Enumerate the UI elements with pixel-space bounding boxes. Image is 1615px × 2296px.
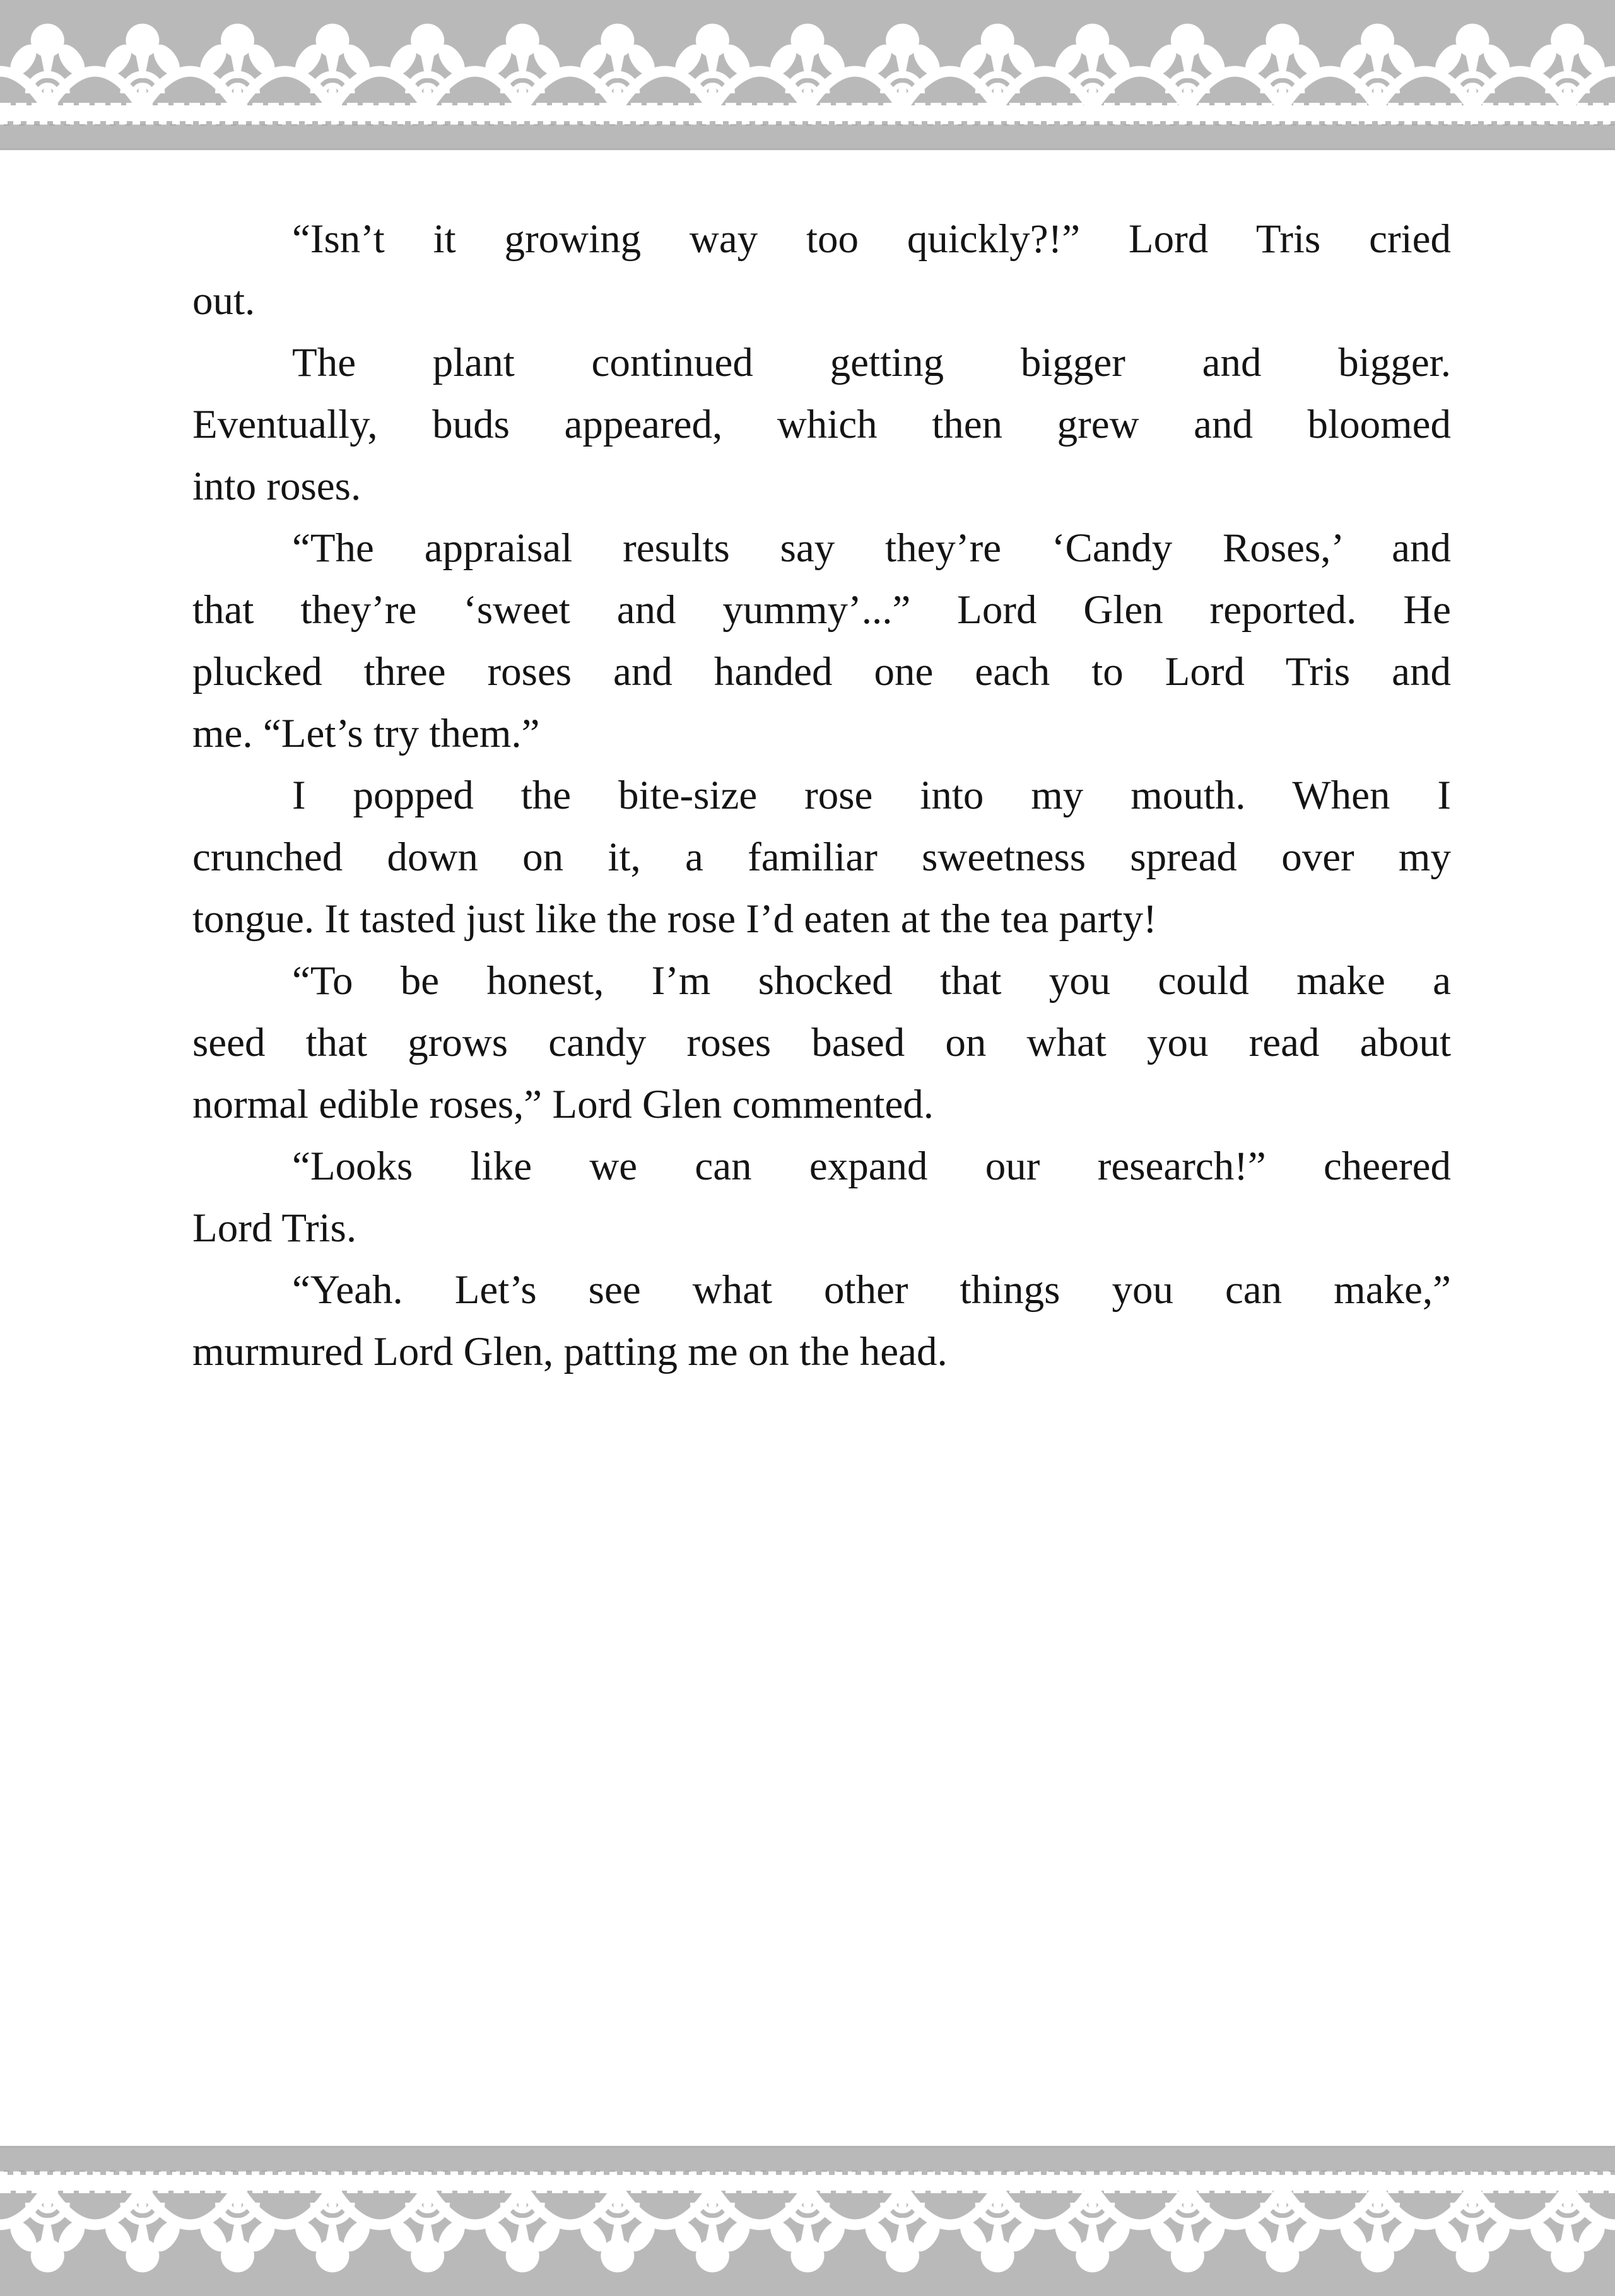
lace-border-bottom [0, 2146, 1615, 2296]
text-line: The plant continued getting bigger and bigger. [292, 340, 1451, 385]
text-line: normal edible roses,” Lord Glen commented. [192, 1082, 934, 1127]
paragraph [192, 764, 1451, 950]
text-line: out. [192, 278, 255, 324]
lace-pattern-bottom-svg [0, 2146, 1615, 2296]
text-line: plucked three roses and handed one each to Lord Tris and [192, 649, 1451, 694]
text-line: “The appraisal results say they’re ‘Candy Roses,’ and [292, 525, 1451, 571]
text-line: seed that grows candy roses based on what you read about [192, 1020, 1451, 1065]
text-content [192, 208, 1451, 1383]
text-line: I popped the bite-size rose into my mouth. When I [292, 773, 1451, 818]
paragraph [192, 332, 1451, 517]
paragraph [192, 1259, 1451, 1383]
text-line: “To be honest, I’m shocked that you could make a [292, 958, 1451, 1004]
text-line: murmured Lord Glen, patting me on the head. [192, 1329, 948, 1374]
text-line: into roses. [192, 464, 361, 509]
paragraph [192, 517, 1451, 764]
text-line: crunched down on it, a familiar sweetness spread over my [192, 835, 1451, 880]
lace-border-top [0, 0, 1615, 150]
text-line: Eventually, buds appeared, which then grew and bloomed [192, 402, 1451, 447]
text-line: “Isn’t it growing way too quickly?!” Lord Tris cried [292, 216, 1451, 262]
text-line: tongue. It tasted just like the rose I’d eaten at the tea party! [192, 896, 1157, 942]
paragraph [192, 950, 1451, 1135]
paragraph [192, 1135, 1451, 1259]
text-line: Lord Tris. [192, 1205, 357, 1251]
text-line: me. “Let’s try them.” [192, 711, 540, 756]
text-line: “Yeah. Let’s see what other things you can make,” [292, 1267, 1451, 1313]
text-line: that they’re ‘sweet and yummy’...” Lord Glen reported. He [192, 587, 1451, 633]
text-line: “Looks like we can expand our research!” cheered [292, 1144, 1451, 1189]
paragraph [192, 208, 1451, 332]
lace-pattern-top-svg [0, 0, 1615, 150]
